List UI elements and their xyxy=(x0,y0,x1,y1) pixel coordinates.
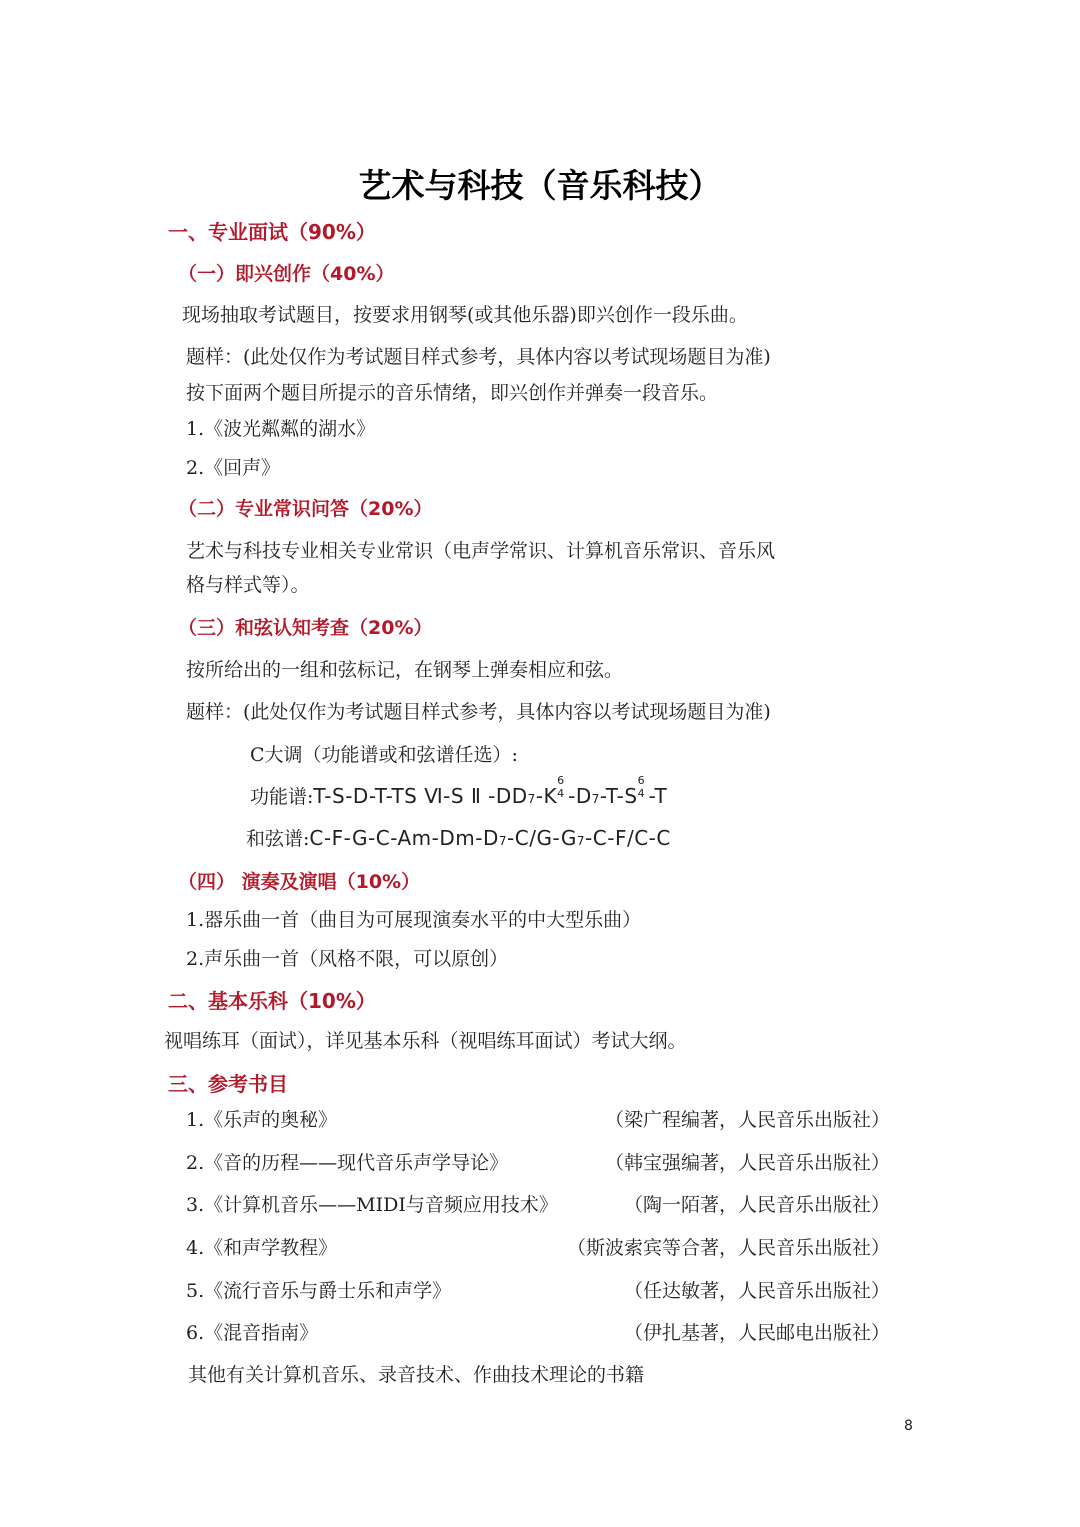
book-title: 5.《流行音乐与爵士乐和声学》 xyxy=(186,1280,452,1302)
subsection-3-text-1: 按所给出的一组和弦标记，在钢琴上弹奏相应和弦。 xyxy=(186,659,624,681)
list-item: 1.《波光粼粼的湖水》 xyxy=(186,418,376,440)
list-item: 1.器乐曲一首（曲目为可展现演奏水平的中大型乐曲） xyxy=(186,909,642,931)
chord-notation-part: -C-F/C-C xyxy=(585,826,671,850)
chord-notation-part: C-F-G-C-Am-Dm-D xyxy=(309,826,499,850)
subsection-2-heading: （二）专业常识问答（20%） xyxy=(178,498,433,520)
function-notation-part: -T xyxy=(648,784,668,808)
section-3-heading: 三、参考书目 xyxy=(168,1072,288,1096)
book-title: 2.《音的历程——现代音乐声学导论》 xyxy=(186,1152,509,1174)
subsection-1-text-1: 现场抽取考试题目，按要求用钢琴(或其他乐器)即兴创作一段乐曲。 xyxy=(182,304,748,326)
function-notation-line xyxy=(250,774,668,809)
chord-notation-label: 和弦谱: xyxy=(246,828,310,850)
section-2-heading: 二、基本乐科（10%） xyxy=(168,989,376,1013)
book-title: 3.《计算机音乐——MIDI与音频应用技术》 xyxy=(186,1194,558,1216)
list-item: 2.《回声》 xyxy=(186,457,281,479)
function-notation-fraction: 6 4 xyxy=(557,774,565,800)
subsection-1-sample-note: 题样：(此处仅作为考试题目样式参考，具体内容以考试现场题目为准) xyxy=(186,346,771,368)
function-notation-label: 功能谱: xyxy=(250,786,314,808)
other-books-note: 其他有关计算机音乐、录音技术、作曲技术理论的书籍 xyxy=(188,1364,645,1386)
book-publisher: （梁广程编著，人民音乐出版社） xyxy=(604,1109,890,1131)
list-item: 2.声乐曲一首（风格不限，可以原创） xyxy=(186,948,509,970)
book-title: 6.《混音指南》 xyxy=(186,1322,319,1344)
function-notation-part: -D xyxy=(568,784,592,808)
function-notation-subscript: 7 xyxy=(591,792,600,806)
key-instruction: C大调（功能谱或和弦谱任选）: xyxy=(250,744,518,766)
book-title: 1.《乐声的奥秘》 xyxy=(186,1109,338,1131)
book-publisher: （任达敏著，人民音乐出版社） xyxy=(623,1280,890,1302)
subsection-4-heading: （四） 演奏及演唱（10%） xyxy=(178,871,421,893)
function-notation-fraction: 6 4 xyxy=(637,774,646,800)
subsection-1-heading: （一）即兴创作（40%） xyxy=(178,263,395,285)
chord-notation-line xyxy=(246,824,671,851)
book-publisher: （伊扎基著，人民邮电出版社） xyxy=(623,1322,890,1344)
function-notation-part: -T-S xyxy=(599,784,638,808)
book-title: 4.《和声学教程》 xyxy=(186,1237,338,1259)
page-number: 8 xyxy=(904,1418,913,1434)
subsection-3-sample-note: 题样：(此处仅作为考试题目样式参考，具体内容以考试现场题目为准) xyxy=(186,701,771,723)
book-publisher: （韩宝强编著，人民音乐出版社） xyxy=(604,1152,890,1174)
subsection-2-text-2: 格与样式等）。 xyxy=(186,574,310,596)
subsection-1-text-2: 按下面两个题目所提示的音乐情绪，即兴创作并弹奏一段音乐。 xyxy=(186,382,719,404)
section-1-heading: 一、专业面试（90%） xyxy=(168,220,376,244)
book-publisher: （斯波索宾等合著，人民音乐出版社） xyxy=(566,1237,890,1259)
function-notation-part: T-S-D-T-TS Ⅵ-S Ⅱ -DD xyxy=(313,784,528,808)
subsection-2-text-1: 艺术与科技专业相关专业常识（电声学常识、计算机音乐常识、音乐风 xyxy=(186,540,776,562)
chord-notation-subscript: 7 xyxy=(498,834,508,848)
function-notation-subscript: 7 xyxy=(527,792,536,806)
book-publisher: （陶一陌著，人民音乐出版社） xyxy=(623,1194,890,1216)
chord-notation-part: -C/G-G xyxy=(507,826,577,850)
function-notation-part: -K xyxy=(535,784,558,808)
chord-notation-subscript: 7 xyxy=(576,834,586,848)
section-2-text: 视唱练耳（面试），详见基本乐科（视唱练耳面试）考试大纲。 xyxy=(164,1030,687,1052)
page-title: 艺术与科技（音乐科技） xyxy=(358,166,722,205)
subsection-3-heading: （三）和弦认知考查（20%） xyxy=(178,617,433,639)
